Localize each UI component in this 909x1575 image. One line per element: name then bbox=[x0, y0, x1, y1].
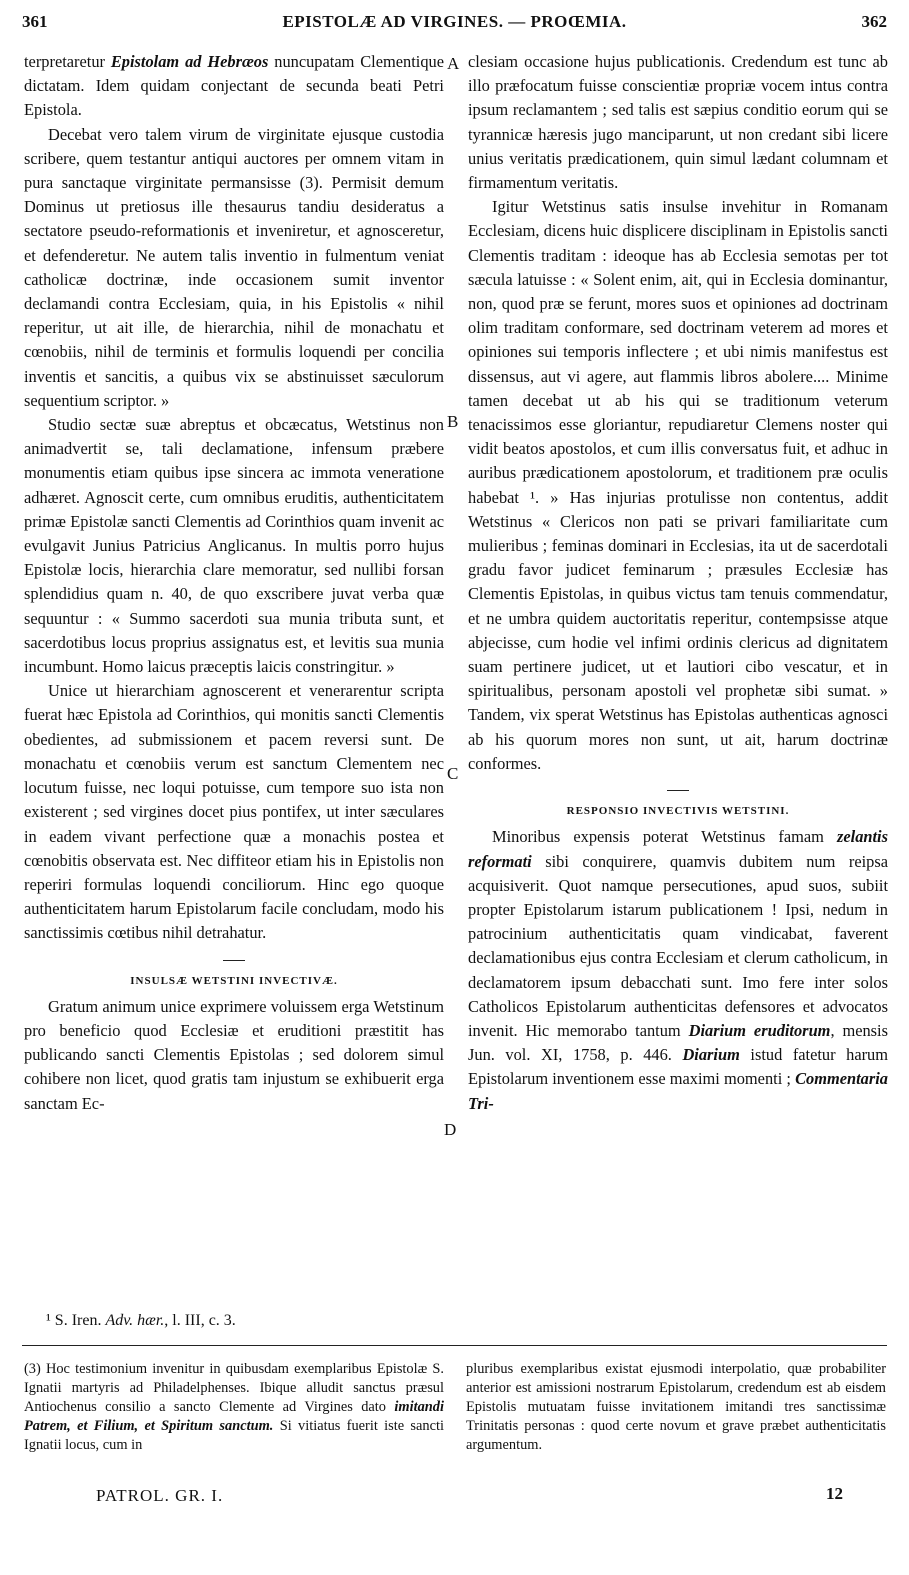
section-title-insulsae: INSULSÆ WETSTINI INVECTIVÆ. bbox=[130, 974, 338, 987]
left-column bbox=[24, 50, 444, 1116]
page-number-right: 362 bbox=[861, 12, 887, 31]
page-number-left: 361 bbox=[22, 12, 48, 31]
section-title-responsio: RESPONSIO INVECTIVIS WETSTINI. bbox=[566, 805, 790, 818]
margin-marker-d: D bbox=[444, 1120, 457, 1139]
left-paragraph-1: terpretaretur Epistolam ad Hebræos nuncupatam Clementique dictatam. Idem quidam conjectant de secunda beati Petri Epistola. bbox=[24, 52, 444, 120]
left-paragraph-3: Studio sectæ suæ abreptus et obcæcatus, Wetstinus non animadvertit se, tali declamatione, infensum præbere monumentis etiam quibus ipse sincera ac immota veneratione adhæret. Agnoscit certe, cum omnibus eruditis, authenticitatem primæ Epistolæ sancti Clementis ad Corinthios quam invenit ac evulgavit Junius Patricius Anglicanus. In multis porro hujus Epistolæ locis, hierarchia clare memoratur, sed nullibi forsan splendidius quam n. 40, de quo exscribere juvat verba quæ sequuntur : « Summo sacerdoti sua munia tributa sunt, et sacerdotibus locus proprius assignatus est, et levitis sua munia incumbunt. Homo laicus præceptis laicis constringitur. » bbox=[24, 415, 444, 677]
footer-signature: 12 bbox=[826, 1484, 843, 1503]
right-paragraph-2: Igitur Wetstinus satis insulse invehitur in Romanam Ecclesiam, dicens huic displicere disciplinam in Epistolis sancti Clementis traditam : ideoque has ab Ecclesia semotas per tot sæcula latuisse : « Solent enim, ait, qui in Ecclesia dominantur, non, quod præ se ferunt, mores suos et opiniones ad doctrinam olim traditam conformare, sed doctrinam veterem ad mores et opiniones sui temporis inflectere ; et ubi nimis manifestus est dissensus, aut vi agere, aut flammis libros abolere.... Minime tamen decebat ut ab his qui se traditionum veterum tenacissimos esse gloriantur, repudiaretur Clemens noster qui vidit beatos apostolos, et cum illis conversatus fuit, et adhuc in auribus prædicationem apostolorum, et traditionem præ oculis habebat ¹. » Has injurias protulisse non contentus, addit Wetstinus « Clericos non pati se privari familiaritate cum mulieribus ; feminas dominari in Ecclesias, ita ut de sacerdotali gradu favor judicet feminarum ; præsules Ecclesiæ has Clementis Epistolas, in quibus victus tam tenuis commendatur, et ne umbra quidem auctoritatis reperitur, contempsisse atque abjecisse, cum hodie vel infimi ordinis clericus ad dignitatem suam pertinere judicet, ut et lautiori cibo vescatur, et in spiritualibus, personam apostoli vel prophetæ sibi sumat. » Tandem, vix sperat Wetstinus has Epistolas authenticas agnosci ab his quorum mores non sunt, ut ait, harum doctrinæ conformes. bbox=[468, 197, 888, 773]
running-title: EPISTOLÆ AD VIRGINES. — PROŒMIA. bbox=[282, 12, 627, 31]
footnote-3-right: pluribus exemplaribus existat ejusmodi interpolatio, quæ probabiliter anterior est amissioni nostrarum Epistolarum, credendum est ab eisdem Epistolis mutuatam fuisse invitationem imitandi tres sanctissimæ Trinitatis personas : quod certe novum et grave præbet authenticitatis argumentum. bbox=[466, 1361, 886, 1453]
section-rule bbox=[667, 790, 689, 791]
left-paragraph-4: Unice ut hierarchiam agnoscerent et venerarentur scripta fuerat hæc Epistola ad Corinthios, qui monitis sancti Clementis obedientes, ad submissionem et pacem reversi sunt. De monachatu et cœnobiis verum est sanctum Clementem nec locutum fuisse, nec loqui potuisse, cum tempore suo ista non existerent ; sed virgines docet pius pontifex, ut inter sæculares in eadem vivant perfectione quæ a monachis postea et cœnobitis observata est. Nec diffiteor etiam his in Epistolis non reperiri formulas loquendi conciliorum. Hinc ego quoque authenticitatem harum Epistolarum facile concludam, modo his sanctissimis cœtibus nihil detrahatur. bbox=[24, 681, 444, 943]
footnote-3-left: (3) Hoc testimonium invenitur in quibusdam exemplaribus Epistolæ S. Ignatii martyris ad Philadelphenses. Ibique alludit sanctus præsul Antiochenus consilio a sancto Clemente ad Virgines dato imitandi Patrem, et Filium, et Spiritum sanctum. Si vitiatus fuerit iste sancti Ignatii locus, cum in bbox=[24, 1361, 444, 1453]
right-paragraph-3: Minoribus expensis poterat Wetstinus famam zelantis reformati sibi conquirere, quamvis dubitem num reipsa acquisiverit. Quot namque persecutiones, apud suos, subiit propter Epistolarum istarum publicationem ! Ipsi, nedum in patrocinium authenticitatis quam vindicabat, faverent declamationibus ejus contra Ecclesiam et clerum catholicum, in declamatorem ipsum debacchati sunt. Imo fere inter solos Catholicos Epistolarum authenticitas defensores et advocatos invenit. Hic memorabo tantum Diarium eruditorum, mensis Jun. vol. XI, 1758, p. 446. Diarium istud fatetur harum Epistolarum inventionem esse maximi momenti ; Commentaria Tri- bbox=[468, 827, 889, 1113]
left-paragraph-5: Gratum animum unice exprimere voluissem erga Wetstinum pro beneficio quod Ecclesiæ et eruditioni præstitit has publicando sancti Clementis Epistolas ; sed dolorem simul cohibere non licet, quod gratis tam injustum se exhibuerit erga sanctam Ec- bbox=[24, 996, 444, 1113]
footnote-irenaeus: ¹ S. Iren. Adv. hær., l. III, c. 3. bbox=[46, 1312, 236, 1329]
page-header bbox=[22, 12, 887, 40]
margin-marker-b: B bbox=[447, 412, 459, 431]
footer-series: PATROL. GR. I. bbox=[96, 1486, 224, 1505]
section-rule bbox=[223, 960, 245, 961]
footnote-divider bbox=[22, 1345, 887, 1346]
right-paragraph-1: clesiam occasione hujus publicationis. Credendum est tunc ab illo præfocatum fuisse conscientiæ propriæ vocem intus contra ipsum reclamantem ; sed talis est sæpius conditio eorum qui se tyrannicæ hæresis jugo manciparunt, ut non credant sibi licere unius veritatis prædicationem, quin simul lædant columnam et firmamentum veritatis. bbox=[468, 52, 888, 193]
right-column bbox=[468, 50, 888, 1116]
margin-marker-c: C bbox=[447, 764, 459, 783]
left-paragraph-2: Decebat vero talem virum de virginitate ejusque custodia scribere, quem testantur antiqui auctores per omnem vitam in pura sanctaque virginitate permansisse (3). Permisit demum Dominus ut pretiosus ille thesaurus tandiu desideratus a sectatore pseudo-reformationis et inveniretur, et agnosceretur, et defenderetur. Ne autem talis inventio in fulmentum veniat catholicæ doctrinæ, inde occasionem sumit inventor declamandi contra Ecclesiam, quia, in his Epistolis « nihil reperitur, ut ait ille, de hierarchia, nihil de monachatu et cœnobiis, nihil de terminis et formulis loquendi per concilia inventis et sancitis, a quibus vix se abstinuisset sæculorum sequentium scriptor. » bbox=[24, 124, 444, 410]
margin-marker-a: A bbox=[447, 54, 460, 73]
